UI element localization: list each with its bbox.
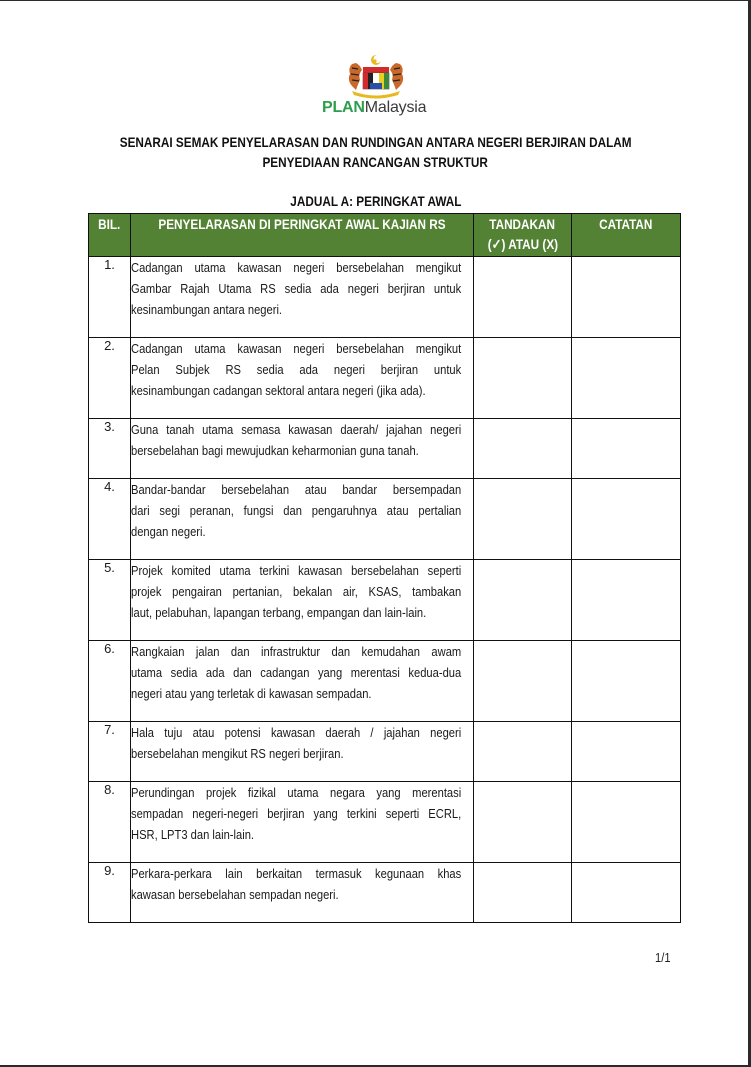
page-number-text: 1/1 <box>655 950 671 965</box>
description-line <box>131 722 473 743</box>
description-line-text: Rangkaian jalan dan infrastruktur dan kemudahan awam <box>131 644 462 659</box>
description-line <box>131 641 473 662</box>
catatan-cell[interactable] <box>572 560 681 641</box>
header-tandakan-line-2: (✓) ATAU (X) <box>487 236 558 252</box>
description-line-text: utama sedia ada dan cadangan yang merentasi kedua-dua <box>131 665 462 680</box>
row-number: 6. <box>89 641 131 722</box>
description-line <box>131 380 473 401</box>
row-number: 5. <box>89 560 131 641</box>
table-caption-text: JADUAL A: PERINGKAT AWAL <box>289 193 462 209</box>
document-title-line-2 <box>40 154 711 170</box>
description-line-text: Cadangan utama kawasan negeri bersebelahan mengikut <box>131 341 462 356</box>
description-line <box>131 863 473 884</box>
table-row <box>89 419 681 479</box>
table-row <box>89 863 681 923</box>
header-penyelarasan <box>131 214 474 257</box>
row-description <box>131 257 474 338</box>
row-number: 4. <box>89 479 131 560</box>
row-number: 9. <box>89 863 131 923</box>
coat-of-arms-emblem-icon <box>344 54 408 100</box>
table-row <box>89 479 681 560</box>
tandakan-cell[interactable] <box>474 641 572 722</box>
tandakan-cell[interactable] <box>474 863 572 923</box>
description-line <box>131 560 473 581</box>
description-line-text: Perundingan projek fizikal utama negara yang merentasi <box>131 785 462 800</box>
catatan-cell[interactable] <box>572 641 681 722</box>
header-tandakan <box>474 214 572 257</box>
row-description <box>131 863 474 923</box>
logo-plan-text: PLAN <box>322 99 365 116</box>
description-line <box>131 500 473 521</box>
header-tandakan-line-1: TANDAKAN <box>489 216 556 232</box>
catatan-cell[interactable] <box>572 782 681 863</box>
description-line-text: Pelan Subjek RS sedia ada negeri berjiran untuk <box>131 362 462 377</box>
catatan-cell[interactable] <box>572 863 681 923</box>
catatan-cell[interactable] <box>572 338 681 419</box>
table-caption <box>40 193 711 209</box>
tandakan-cell[interactable] <box>474 338 572 419</box>
description-line <box>131 479 473 500</box>
header-catatan-text: CATATAN <box>599 216 653 232</box>
description-line-text: kesinambungan antara negeri. <box>131 302 283 317</box>
page-frame-top <box>0 0 751 1</box>
tandakan-cell[interactable] <box>474 479 572 560</box>
description-line <box>131 683 473 704</box>
description-line <box>131 419 473 440</box>
description-line-text: Gambar Rajah Utama RS sedia ada negeri berjiran untuk <box>131 281 462 296</box>
description-line <box>131 257 473 278</box>
description-line-text: Perkara-perkara lain berkaitan termasuk kegunaan khas <box>131 866 462 881</box>
page-number <box>655 950 673 965</box>
table-row <box>89 257 681 338</box>
planmalaysia-logo <box>322 99 426 117</box>
description-line-text: kawasan bersebelahan sempadan negeri. <box>131 887 339 902</box>
title-line-2-text: PENYEDIAAN RANCANGAN STRUKTUR <box>262 154 489 170</box>
header-catatan <box>572 214 681 257</box>
description-line <box>131 299 473 320</box>
tandakan-cell[interactable] <box>474 782 572 863</box>
table-row <box>89 722 681 782</box>
tandakan-cell[interactable] <box>474 560 572 641</box>
description-line-text: dari segi peranan, fungsi dan pengaruhnya atau pertalian <box>131 503 462 518</box>
description-line-text: HSR, LPT3 dan lain-lain. <box>131 827 255 842</box>
description-line <box>131 278 473 299</box>
row-number: 8. <box>89 782 131 863</box>
description-line <box>131 359 473 380</box>
description-line-text: Projek komited utama terkini kawasan bersebelahan seperti <box>131 563 462 578</box>
description-line-text: projek pengairan pertanian, bekalan air, KSAS, tambakan <box>131 584 462 599</box>
tandakan-cell[interactable] <box>474 257 572 338</box>
table-row <box>89 641 681 722</box>
description-line <box>131 602 473 623</box>
catatan-cell[interactable] <box>572 257 681 338</box>
header-penyelarasan-text: PENYELARASAN DI PERINGKAT AWAL KAJIAN RS <box>158 216 446 232</box>
description-line-text: negeri atau yang terletak di kawasan sempadan. <box>131 686 372 701</box>
description-line-text: bersebelahan bagi mewujudkan keharmonian guna tanah. <box>131 443 419 458</box>
table-header-row <box>89 214 681 257</box>
description-line <box>131 581 473 602</box>
row-description <box>131 338 474 419</box>
logo-malaysia-text: Malaysia <box>364 99 427 116</box>
row-number: 2. <box>89 338 131 419</box>
row-description <box>131 722 474 782</box>
description-line <box>131 743 473 764</box>
description-line-text: dengan negeri. <box>131 524 206 539</box>
header-bil-text: BIL. <box>98 216 121 232</box>
description-line <box>131 824 473 845</box>
description-line <box>131 884 473 905</box>
document-title-line-1 <box>40 134 711 150</box>
row-description <box>131 419 474 479</box>
description-line-text: Bandar-bandar bersebelahan atau bandar bersempadan <box>131 482 462 497</box>
row-number: 7. <box>89 722 131 782</box>
row-description <box>131 560 474 641</box>
row-number: 3. <box>89 419 131 479</box>
checklist-table <box>88 213 681 923</box>
description-line-text: Guna tanah utama semasa kawasan daerah/ jajahan negeri <box>131 422 462 437</box>
description-line <box>131 440 473 461</box>
description-line-text: Hala tuju atau potensi kawasan daerah / jajahan negeri <box>131 725 462 740</box>
description-line-text: kesinambungan cadangan sektoral antara negeri (jika ada). <box>131 383 426 398</box>
description-line <box>131 521 473 542</box>
title-line-1-text: SENARAI SEMAK PENYELARASAN DAN RUNDINGAN ANTARA NEGERI BERJIRAN DALAM <box>119 134 632 150</box>
description-line <box>131 338 473 359</box>
description-line-text: laut, pelabuhan, lapangan terbang, empangan dan lain-lain. <box>131 605 427 620</box>
description-line <box>131 803 473 824</box>
description-line <box>131 662 473 683</box>
table-row <box>89 338 681 419</box>
description-line-text: Cadangan utama kawasan negeri bersebelahan mengikut <box>131 260 462 275</box>
description-line <box>131 782 473 803</box>
catatan-cell[interactable] <box>572 479 681 560</box>
catatan-cell[interactable] <box>572 419 681 479</box>
row-description <box>131 641 474 722</box>
row-description <box>131 782 474 863</box>
description-line-text: bersebelahan mengikut RS negeri berjiran. <box>131 746 344 761</box>
row-description <box>131 479 474 560</box>
table-row <box>89 560 681 641</box>
table-row <box>89 782 681 863</box>
catatan-cell[interactable] <box>572 722 681 782</box>
row-number: 1. <box>89 257 131 338</box>
tandakan-cell[interactable] <box>474 722 572 782</box>
description-line-text: sempadan negeri-negeri berjiran yang terkini seperti ECRL, <box>131 806 462 821</box>
tandakan-cell[interactable] <box>474 419 572 479</box>
header-bil <box>89 214 131 257</box>
